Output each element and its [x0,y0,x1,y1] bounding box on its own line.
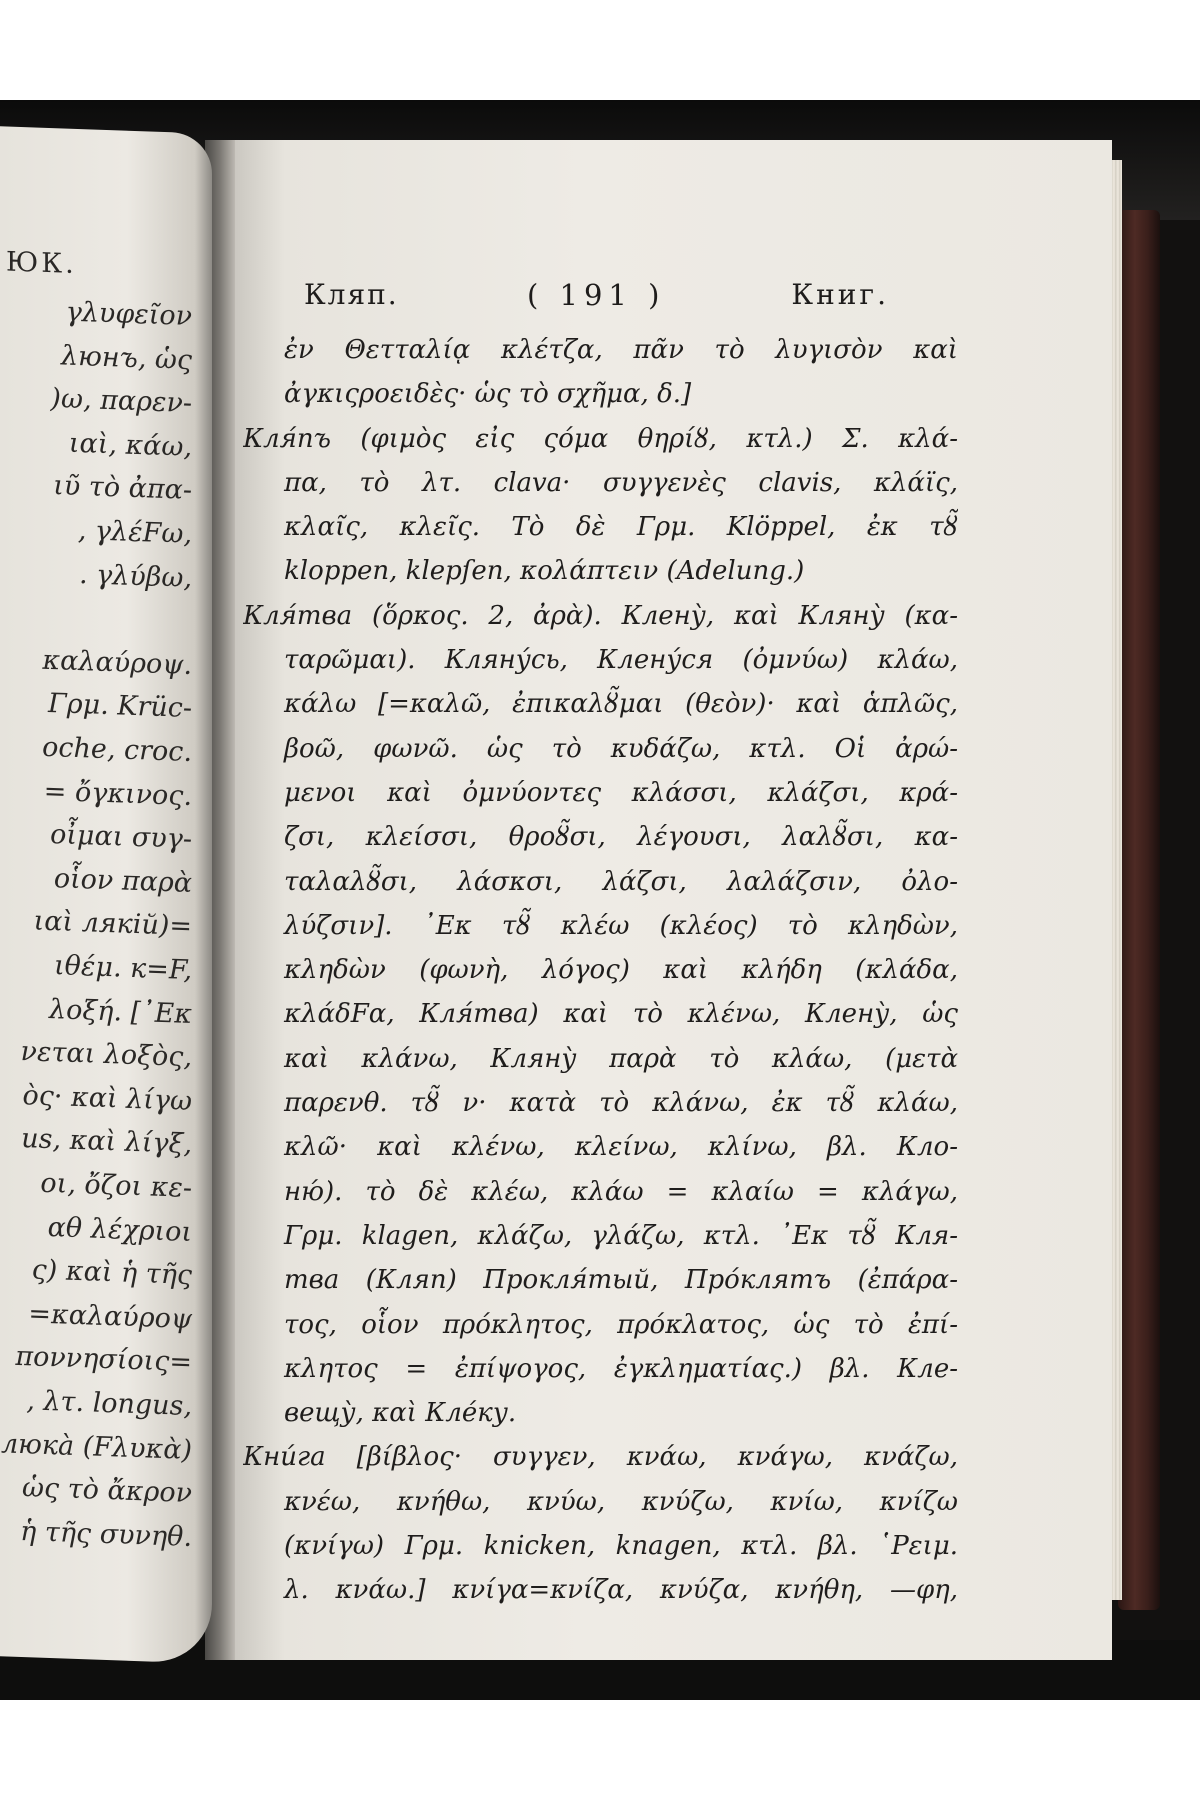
left-page-line: λοξή. [᾽Εκ [48,993,192,1030]
header-right-catchword: Книг. [791,278,889,311]
running-header [304,278,889,318]
left-page-line: ὡς τὸ ἄκρον [22,1472,192,1510]
text-line: kloppen, klepſen, κολάπτειν (Adelung.) [284,556,805,587]
text-line: вещу̀, καὶ Кле́ку. [284,1398,517,1429]
left-page-line: , γλέFω, [77,515,192,551]
text-line: тва (Кляп) Прокля́тый, Про́клятъ (ἐπάρα- [284,1265,958,1296]
text-line: λύζσιν]. ᾽Εκ τȣ̃ κλέω (κλέος) τὸ κληδὼν, [284,910,958,941]
left-page-line: = ὄγκινος. [43,775,192,812]
book-binding [1118,210,1160,1610]
text-line: ἀγκιςροειδὲς· ὡς τὸ σχῆμα, δ.] [284,379,692,410]
text-line: καὶ κλάνω, Кляну̀ παρὰ τὸ κλάω, (μετὰ [284,1043,958,1074]
text-line: ню́). τὸ δὲ κλέω, κλάω = κλαίω = κλάγω, [284,1176,958,1207]
entry-line: Кни́га [βίβλος· συγγεν, κνάω, κνάγω, κνάζω, [243,1442,958,1473]
left-page-line: νεται λοξὸς, [20,1036,192,1074]
left-page-line: ὸς· καὶ λίγω [22,1079,192,1117]
left-page-header: ЮК. [6,246,77,280]
text-line: ταρῶμαι). Кляну́сь, Клену́ся (ὀμνύω) κλάω, [284,645,958,676]
left-page-line: Γρμ. Krüc- [47,688,192,725]
left-page-line: οἶμαι συγ- [50,819,192,856]
left-page-line: οι, ὄζοι κε- [40,1167,192,1205]
entry-line: Кля́пъ (φιμὸς εἰς ςόμα θηρίȣ, κτλ.) Σ. κλά- [243,423,958,454]
left-page-line: οἷον παρὰ [53,862,192,899]
left-page [0,126,212,1663]
left-page-line: λюнъ, ὡς [61,340,192,376]
entry-line: Кля́тва (ὅρκος. 2, ἀρὰ). Клену̀, καὶ Кляну̀ (κα- [243,600,958,631]
text-line: πα, τὸ λτ. clava· συγγενὲς clavis, κλάϊς, [284,467,958,498]
text-line: κνέω, κνήθω, κνύω, κνύζω, κνίω, κνίζω [284,1486,958,1517]
left-page-line: γλυφεῖον [65,296,192,333]
text-line: ἐν Θετταλίᾳ κλέτζα, πᾶν τὸ λυγισὸν καὶ [284,335,958,365]
dictionary-text [243,328,958,1613]
left-page-line: αθ λέχριοι [47,1211,192,1248]
left-page-line: =καλαύροψ [28,1298,192,1335]
text-line: ταλαλȣ̃σι, λάσκσι, λάζσι, λαλάζσιν, ὀλο- [284,866,958,897]
left-page-line: , λτ. longus, [26,1385,192,1423]
left-page-line: люка̀ (Fλυκὰ) [0,1427,192,1466]
text-line: κάλω [=καλῶ, ἐπικαλȣ̃μαι (θεὸν)· καὶ ἁπλῶς, [284,689,958,720]
left-page-line: us, καὶ λίγξ, [21,1123,192,1161]
text-line: τος, οἷον πρόκλητος, πρόκλατος, ὡς τὸ ἐπί- [284,1309,958,1340]
text-line: Γρμ. klagen, κλάζω, γλάζω, κτλ. ᾽Εκ τȣ̃ Кля- [284,1220,958,1251]
left-page-line: καλαύροψ. [42,644,192,681]
header-left-catchword: Кляп. [304,278,399,311]
left-page-line: ιῦ τὸ ἀπα- [53,470,192,507]
text-line: κλαῖς, κλεῖς. Τὸ δὲ Γρμ. Klöppel, ἐκ τȣ̃ [284,512,958,543]
left-page-line: ς) καὶ ἡ τῆς [31,1254,192,1292]
left-page-line: ιαὶ, κάω, [68,427,192,463]
left-page-line: )ω, παρεν- [50,383,192,420]
text-line: ζσι, κλείσσι, θροȣ̃σι, λέγουσι, λαλȣ̃σι, κα- [284,822,958,853]
text-line: κληδὼν (φωνὴ, λόγος) καὶ κλήδη (κλάδα, [284,955,958,986]
page-number: ( 191 ) [527,278,666,312]
text-line: βοῶ, φωνῶ. ὡς τὸ κυδάζω, κτλ. Οἱ ἀρώ- [284,733,958,764]
text-line: κλάδFα, Кля́тва) καὶ τὸ κλένω, Клену̀, ὡς [284,999,958,1030]
left-page-line: ἡ τῆς συνηθ. [20,1515,192,1553]
text-line: κλητος = ἐπίψογος, ἐγκληματίας.) βλ. Кле- [284,1353,958,1384]
left-page-line: ιθέμ. к=F, [54,950,192,987]
text-line: λ. κνάω.] κνίγα=κνίζα, κνύζα, κνήθη, —φη, [284,1575,958,1606]
text-line: μενοι καὶ ὀμνύοντες κλάσσι, κλάζσι, κρά- [284,777,958,808]
left-page-line: ποννησίοις= [15,1341,192,1379]
left-page-text [0,126,200,1663]
left-page-line: ιαὶ лякій)= [33,905,192,943]
text-line: (κνίγω) Γρμ. knicken, knagen, κτλ. βλ. ῾Ρειμ. [284,1531,958,1562]
left-page-line: oche, croc. [42,731,192,769]
left-page-line: . γλύβω, [78,558,192,594]
text-line: παρενθ. τȣ̃ ν· κατὰ τὸ κλάνω, ἐκ τȣ̃ κλάω, [284,1088,958,1119]
text-line: κλῶ· καὶ κλένω, κλείνω, κλίνω, βλ. Кло- [284,1132,958,1163]
